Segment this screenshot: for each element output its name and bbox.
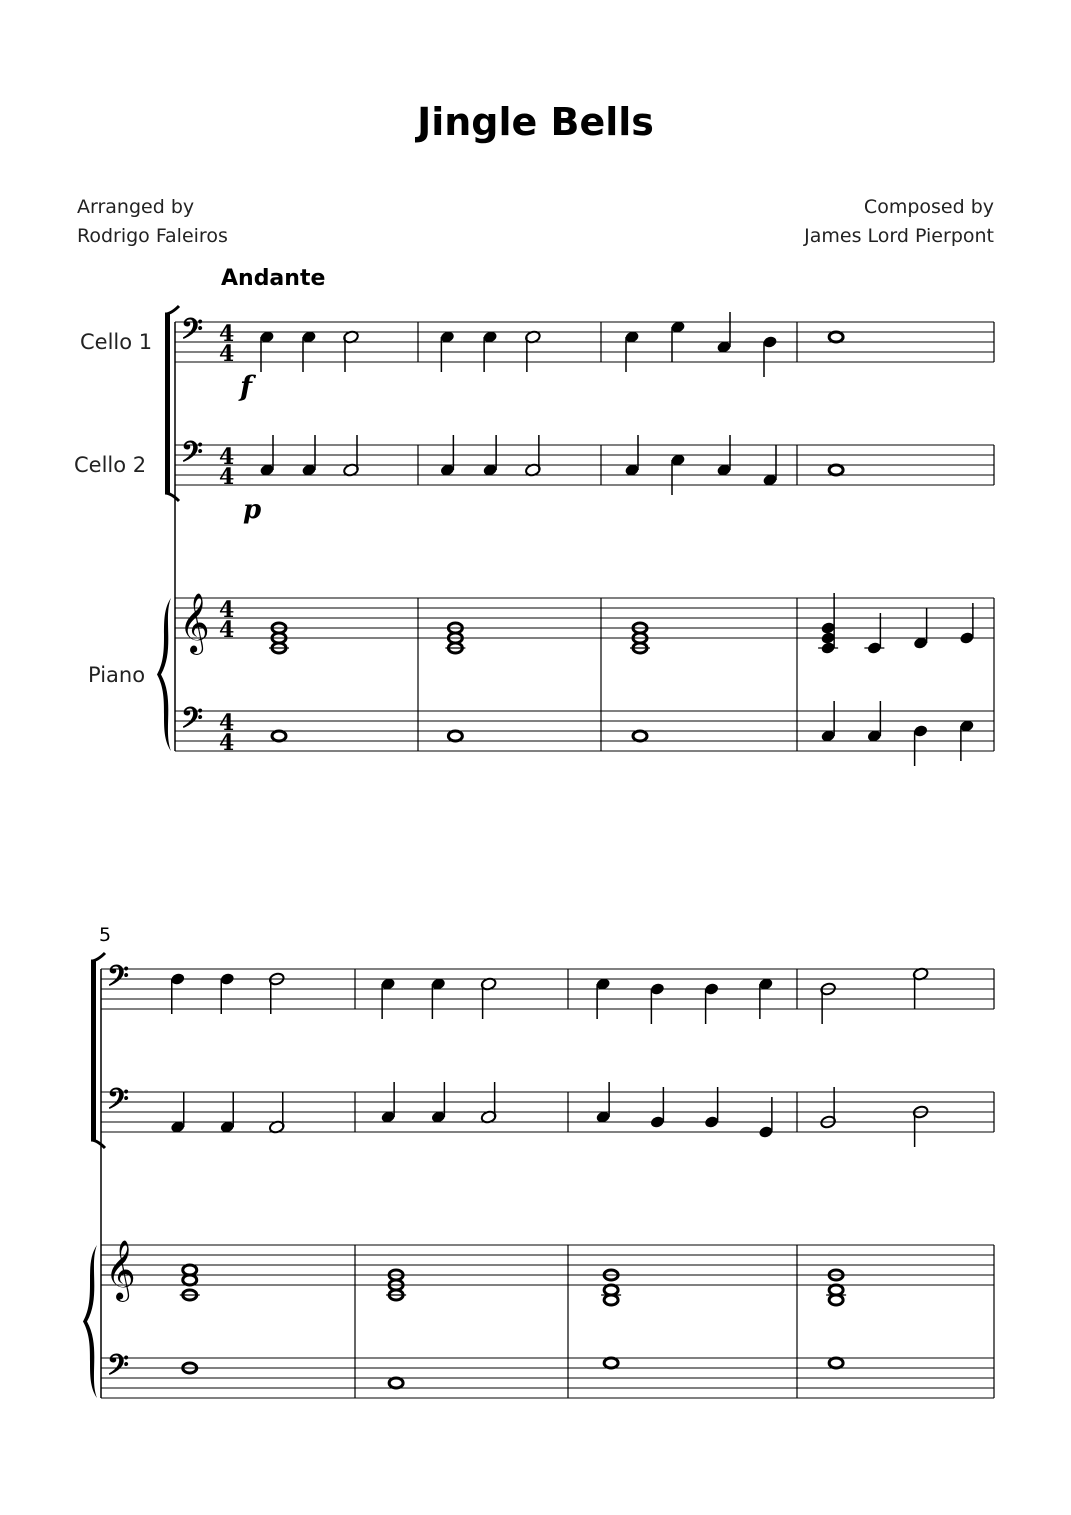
composer-name: James Lord Pierpont: [804, 225, 994, 247]
arranger-label: Arranged by: [77, 196, 195, 218]
time-signature-numerator: 4: [219, 321, 235, 347]
dynamic-piano: p: [243, 495, 262, 525]
bracket-hook: [165, 493, 179, 501]
time-signature-denominator: 4: [219, 730, 235, 756]
dynamic-forte: f: [240, 370, 253, 403]
cello-bracket: [165, 314, 170, 493]
whole-notehead: [448, 731, 462, 741]
bass-clef-icon: 𝄢: [181, 313, 203, 353]
whole-notehead: [633, 731, 647, 741]
bass-clef-icon: 𝄢: [107, 1349, 129, 1389]
instrument-label-cello-2: Cello 2: [74, 453, 147, 477]
piano-brace: [157, 598, 171, 751]
whole-notehead: [829, 1285, 843, 1295]
composer-label: Composed by: [863, 196, 994, 218]
tempo-marking: Andante: [221, 266, 326, 291]
time-signature-numerator: 4: [219, 710, 235, 736]
bass-clef-icon: 𝄢: [181, 702, 203, 742]
whole-notehead: [829, 1358, 843, 1368]
time-signature-denominator: 4: [219, 617, 235, 643]
bass-clef-icon: 𝄢: [107, 1083, 129, 1123]
bass-clef-icon: 𝄢: [181, 436, 203, 476]
instrument-label-cello-1: Cello 1: [80, 330, 153, 354]
whole-notehead: [272, 731, 286, 741]
whole-notehead: [829, 465, 843, 475]
score-title: Jingle Bells: [417, 100, 654, 144]
whole-notehead: [604, 1358, 618, 1368]
time-signature-numerator: 4: [219, 597, 235, 623]
bass-clef-icon: 𝄢: [107, 960, 129, 1000]
measure-number: 5: [99, 924, 112, 946]
bracket-hook: [165, 306, 179, 314]
whole-notehead: [829, 332, 843, 342]
piano-brace: [83, 1245, 97, 1398]
time-signature-denominator: 4: [219, 341, 235, 367]
arranger-name: Rodrigo Faleiros: [77, 225, 228, 247]
whole-notehead: [183, 1265, 197, 1275]
whole-notehead: [604, 1285, 618, 1295]
time-signature-denominator: 4: [219, 464, 235, 490]
bracket-hook: [91, 953, 105, 961]
treble-clef-icon: 𝄞: [105, 1240, 136, 1300]
instrument-label-piano: Piano: [88, 663, 146, 687]
cello-bracket: [91, 961, 96, 1140]
treble-clef-icon: 𝄞: [179, 593, 210, 653]
time-signature-numerator: 4: [219, 444, 235, 470]
whole-notehead: [389, 1378, 403, 1388]
bracket-hook: [91, 1140, 105, 1148]
